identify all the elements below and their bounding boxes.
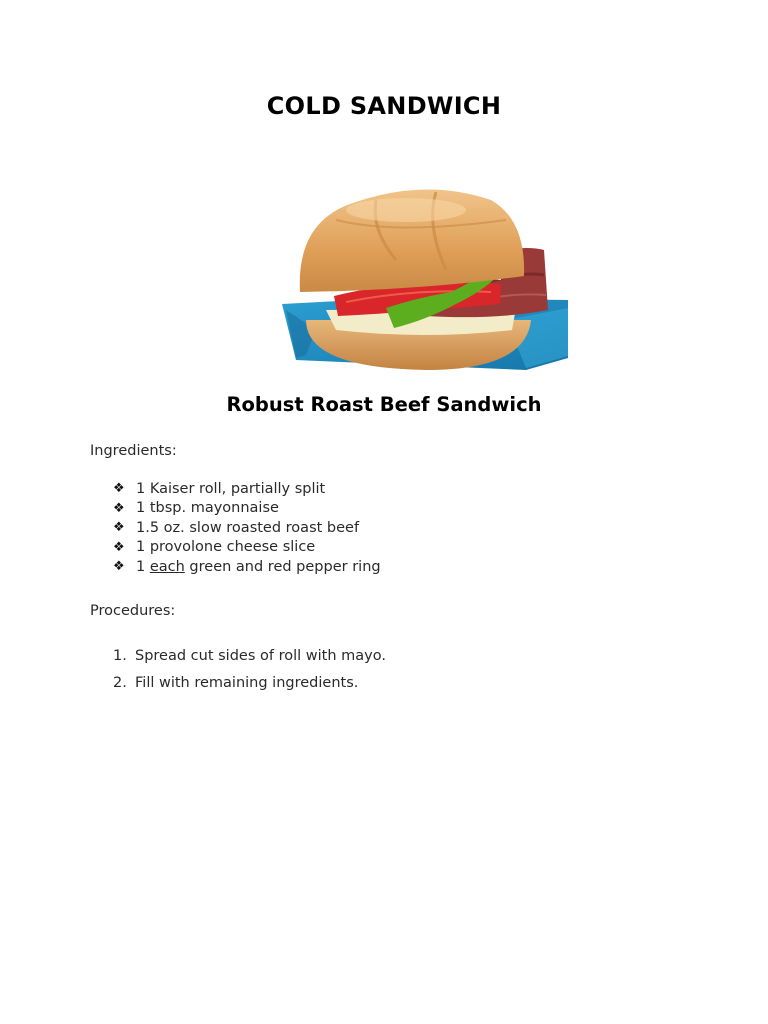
ingredient-text: 1 tbsp. mayonnaise [136, 500, 279, 517]
step-number: 2. [113, 675, 127, 691]
ingredient-text [136, 559, 381, 575]
list-item [113, 675, 386, 702]
ingredient-underlined-word: each [149, 558, 185, 575]
list-item [113, 538, 381, 558]
list-item [113, 499, 381, 519]
list-item [113, 518, 381, 538]
diamond-bullet-icon: ❖ [113, 500, 125, 516]
diamond-bullet-icon: ❖ [113, 559, 125, 575]
step-number: 1. [113, 648, 127, 664]
ingredient-text: 1.5 oz. slow roasted roast beef [136, 519, 360, 536]
sandwich-photo [276, 180, 568, 374]
diamond-bullet-icon: ❖ [113, 481, 125, 497]
page-title: COLD SANDWICH [266, 92, 502, 120]
list-item [113, 648, 386, 675]
ingredient-list [113, 479, 381, 577]
list-item [113, 479, 381, 499]
ingredient-text: 1 provolone cheese slice [136, 539, 316, 556]
ingredient-prefix: 1 [136, 558, 150, 575]
ingredient-suffix: green and red pepper ring [184, 558, 381, 575]
recipe-title: Robust Roast Beef Sandwich [226, 393, 542, 416]
diamond-bullet-icon: ❖ [113, 539, 125, 555]
ingredient-text: 1 Kaiser roll, partially split [136, 480, 326, 497]
list-item [113, 557, 381, 577]
ingredients-label: Ingredients: [90, 443, 177, 459]
procedures-label: Procedures: [90, 603, 176, 619]
procedure-list [113, 648, 386, 702]
step-text: Fill with remaining ingredients. [135, 675, 359, 691]
diamond-bullet-icon: ❖ [113, 520, 125, 536]
step-text: Spread cut sides of roll with mayo. [135, 648, 386, 664]
